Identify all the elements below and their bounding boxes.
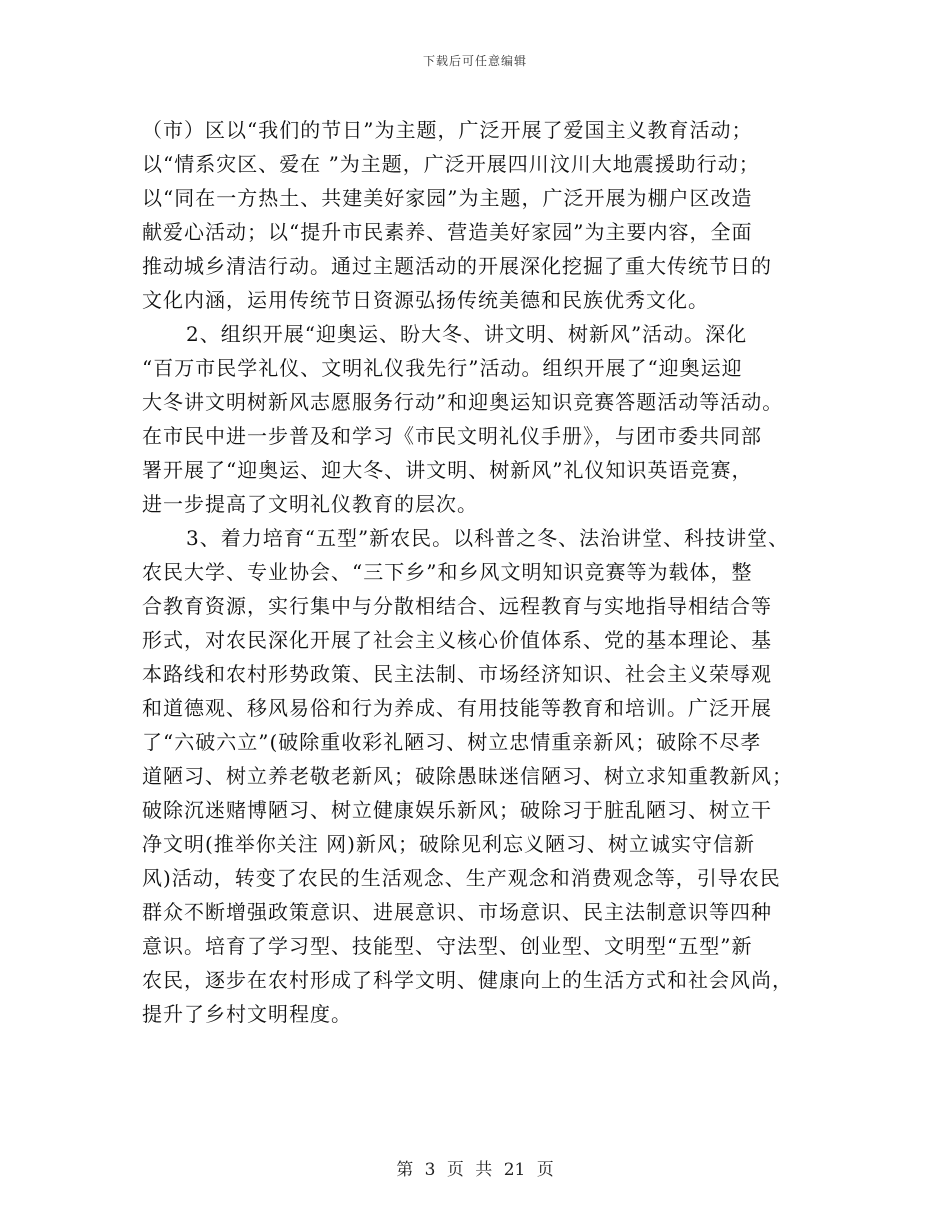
text-line: 进一步提高了文明礼仪教育的层次。 bbox=[142, 492, 478, 516]
document-body bbox=[142, 113, 832, 1031]
text-line: 提升了乡村文明程度。 bbox=[142, 1002, 352, 1026]
text-line: 本路线和农村形势政策、民主法制、市场经济知识、社会主义荣辱观 bbox=[142, 662, 772, 686]
text-line: 和道德观、移风易俗和行为养成、有用技能等教育和培训。广泛开展 bbox=[142, 696, 772, 720]
text-line: 在市民中进一步普及和学习《市民文明礼仪手册》，与团市委共同部 bbox=[142, 424, 762, 448]
paragraph-2 bbox=[142, 317, 832, 521]
paragraph-1 bbox=[142, 113, 832, 317]
text-line: 净文明(推举你关注 网)新风；破除见利忘义陋习、树立诚实守信新 bbox=[142, 832, 755, 856]
text-line: “百万市民学礼仪、文明礼仪我先行”活动。组织开展了“迎奥运迎 bbox=[142, 356, 743, 380]
text-line: 破除沉迷赌博陋习、树立健康娱乐新风；破除习于脏乱陋习、树立干 bbox=[142, 798, 772, 822]
text-line: 农民大学、专业协会、“三下乡”和乡风文明知识竞赛等为载体，整 bbox=[142, 560, 753, 584]
text-line: 以“情系灾区、爱在 ”为主题，广泛开展四川汶川大地震援助行动； bbox=[142, 152, 760, 176]
text-line: 署开展了“迎奥运、迎大冬、讲文明、树新风”礼仪知识英语竞赛， bbox=[142, 458, 753, 482]
text-line: 2、组织开展“迎奥运、盼大冬、讲文明、树新风”活动。深化 bbox=[186, 322, 748, 346]
text-line: 形式，对农民深化开展了社会主义核心价值体系、党的基本理论、基 bbox=[142, 628, 772, 652]
text-line: 道陋习、树立养老敬老新风；破除愚昧迷信陋习、树立求知重教新风； bbox=[142, 764, 793, 788]
text-line: 以“同在一方热土、共建美好家园”为主题，广泛开展为棚户区改造 bbox=[142, 186, 753, 210]
text-line: 文化内涵，运用传统节日资源弘扬传统美德和民族优秀文化。 bbox=[142, 288, 709, 312]
text-line: （市）区以“我们的节日”为主题，广泛开展了爱国主义教育活动； bbox=[142, 118, 753, 142]
text-line: 合教育资源，实行集中与分散相结合、远程教育与实地指导相结合等 bbox=[142, 594, 772, 618]
paragraph-3 bbox=[142, 521, 832, 1031]
text-line: 了“六破六立”(破除重收彩礼陋习、树立忠情重亲新风；破除不尽孝 bbox=[142, 730, 762, 754]
text-line: 意识。培育了学习型、技能型、守法型、创业型、文明型“五型”新 bbox=[142, 934, 753, 958]
text-line: 群众不断增强政策意识、进展意识、市场意识、民主法制意识等四种 bbox=[142, 900, 772, 924]
text-line: 农民，逐步在农村形成了科学文明、健康向上的生活方式和社会风尚， bbox=[142, 968, 793, 992]
page-header: 下载后可任意编辑 bbox=[422, 54, 527, 68]
text-line: 推动城乡清洁行动。通过主题活动的开展深化挖掘了重大传统节日的 bbox=[142, 254, 772, 278]
text-line: 献爱心活动；以“提升市民素养、营造美好家园”为主要内容，全面 bbox=[142, 220, 753, 244]
text-line: 3、着力培育“五型”新农民。以科普之冬、法治讲堂、科技讲堂、 bbox=[186, 526, 790, 550]
text-line: 大冬讲文明树新风志愿服务行动”和迎奥运知识竞赛答题活动等活动。 bbox=[142, 390, 784, 414]
text-line: 风)活动，转变了农民的生活观念、生产观念和消费观念等，引导农民 bbox=[142, 866, 781, 890]
page-number-footer: 第 3 页 共 21 页 bbox=[396, 1160, 554, 1180]
